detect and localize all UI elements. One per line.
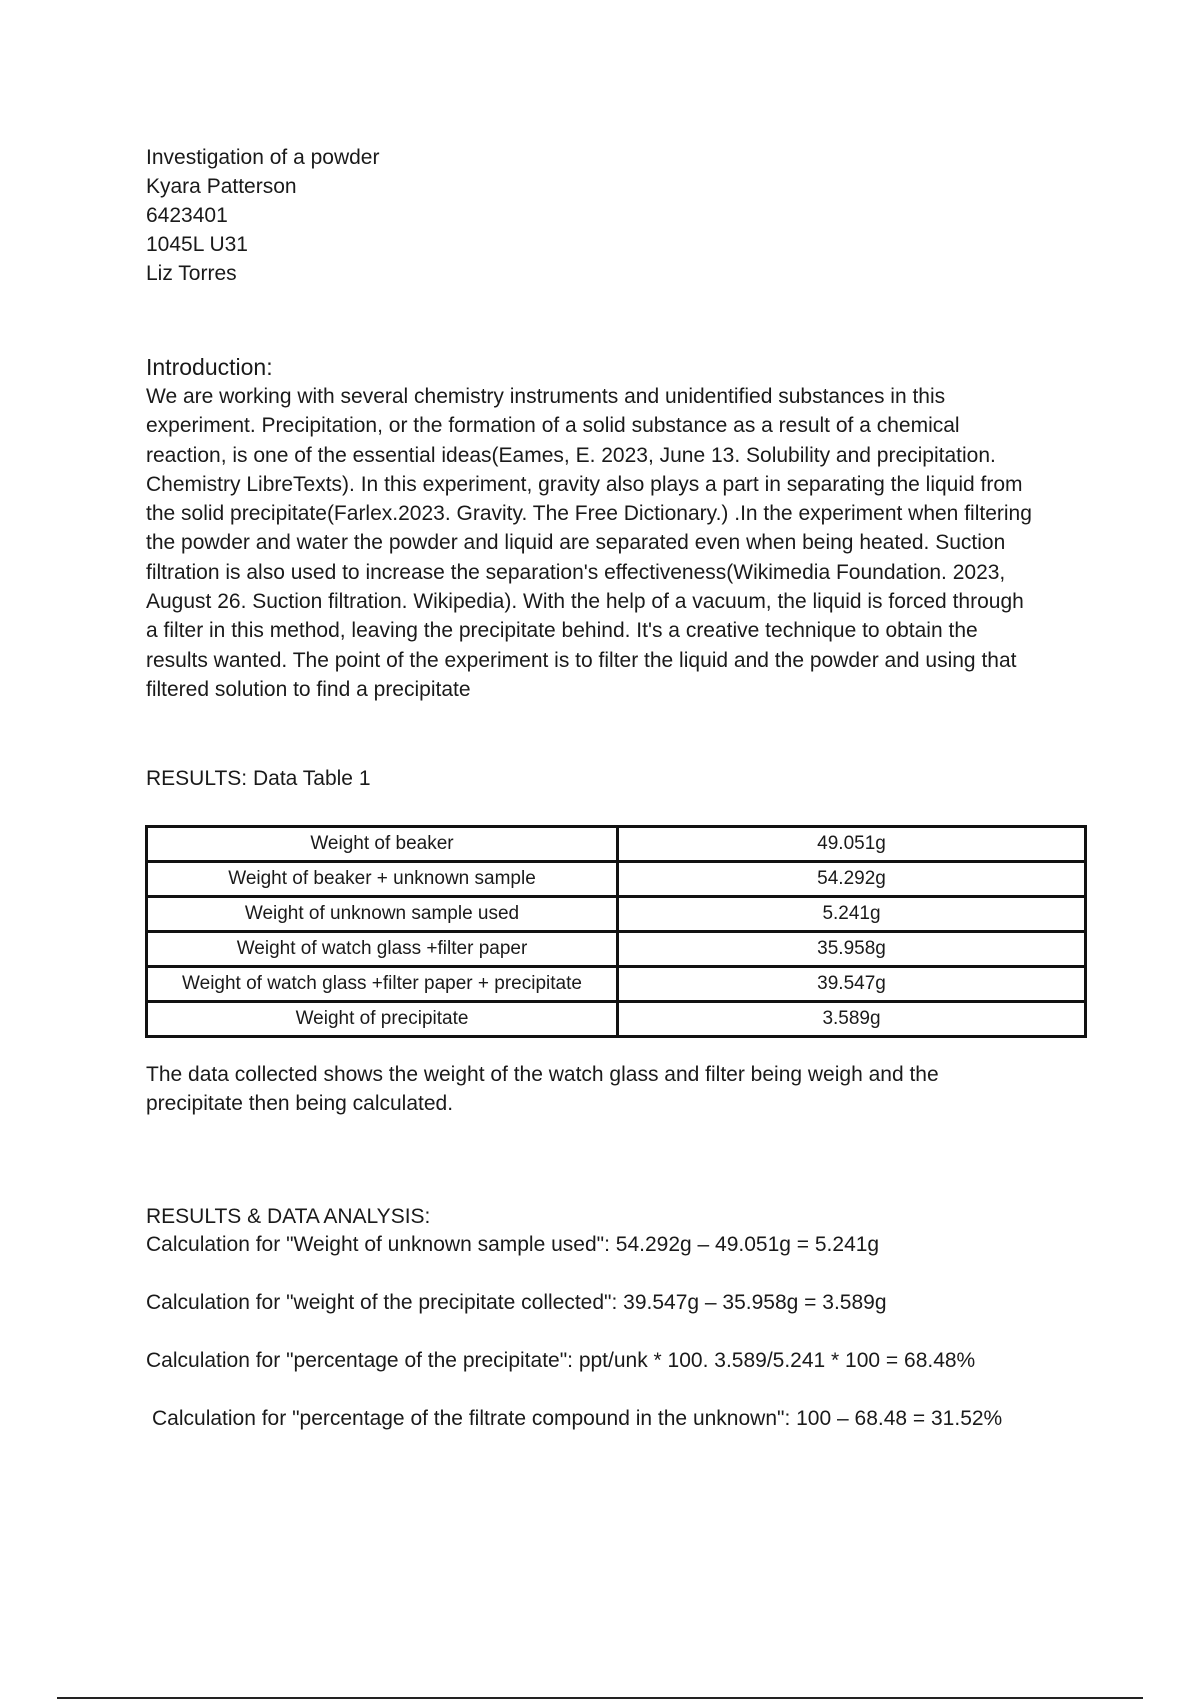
- report-title: Investigation of a powder: [146, 146, 380, 169]
- page-bottom-rule: [57, 1697, 1143, 1699]
- intro-line: experiment. Precipitation, or the formation of a solid substance as a result of a chemical: [146, 414, 960, 438]
- calc-filtrate-percentage: Calculation for "percentage of the filtrate compound in the unknown": 100 – 68.48 = 31.52%: [152, 1407, 1003, 1430]
- table-cell-value: 39.547g: [618, 967, 1086, 1002]
- table-cell-value: 49.051g: [618, 827, 1086, 862]
- table-cell-label: Weight of watch glass +filter paper: [147, 932, 618, 967]
- results-table-label: RESULTS: Data Table 1: [146, 767, 371, 790]
- instructor-name: Liz Torres: [146, 262, 237, 285]
- table-cell-value: 54.292g: [618, 862, 1086, 897]
- analysis-section: [146, 1203, 1106, 1433]
- table-row: [147, 862, 1086, 897]
- data-table: [145, 825, 1087, 1038]
- intro-line: Chemistry LibreTexts). In this experiment, gravity also plays a part in separating the liquid from: [146, 472, 1023, 496]
- author-name: Kyara Patterson: [146, 175, 297, 198]
- table-cell-label: Weight of precipitate: [147, 1002, 618, 1037]
- intro-line: a filter in this method, leaving the precipitate behind. It's a creative technique to obtain the: [146, 619, 978, 643]
- table-cell-value: 3.589g: [618, 1002, 1086, 1037]
- table-cell-label: Weight of beaker: [147, 827, 618, 862]
- intro-line: We are working with several chemistry instruments and unidentified substances in this: [146, 385, 946, 408]
- intro-line: reaction, is one of the essential ideas(Eames, E. 2023, June 13. Solubility and precipitation.: [146, 443, 996, 467]
- table-note: [146, 1060, 1086, 1118]
- table-row: [147, 932, 1086, 967]
- table-note-line: precipitate then being calculated.: [146, 1092, 454, 1115]
- table-row: [147, 967, 1086, 1002]
- introduction-section: [146, 352, 1086, 704]
- table-cell-value: 5.241g: [618, 897, 1086, 932]
- intro-line: August 26. Suction filtration. Wikipedia). With the help of a vacuum, the liquid is forced through: [146, 590, 1024, 614]
- analysis-heading: RESULTS & DATA ANALYSIS:: [146, 1205, 431, 1228]
- table-cell-label: Weight of beaker + unknown sample: [147, 862, 618, 897]
- introduction-heading: Introduction:: [146, 354, 273, 380]
- table-cell-label: Weight of unknown sample used: [147, 897, 618, 932]
- student-id: 6423401: [146, 204, 228, 227]
- table-cell-value: 35.958g: [618, 932, 1086, 967]
- table-note-line: The data collected shows the weight of the watch glass and filter being weigh and the: [146, 1063, 939, 1086]
- intro-line: the solid precipitate(Farlex.2023. Gravity. The Free Dictionary.) .In the experiment when filtering: [146, 502, 1032, 526]
- table-row: [147, 897, 1086, 932]
- calc-sample-weight: Calculation for "Weight of unknown sample used": 54.292g – 49.051g = 5.241g: [146, 1233, 880, 1256]
- calc-precipitate-weight: Calculation for "weight of the precipitate collected": 39.547g – 35.958g = 3.589g: [146, 1291, 887, 1314]
- intro-line: results wanted. The point of the experiment is to filter the liquid and the powder and using that: [146, 648, 1017, 672]
- calc-precipitate-percentage: Calculation for "percentage of the precipitate": ppt/unk * 100. 3.589/5.241 * 100 = 68.48%: [146, 1349, 976, 1372]
- course-section: 1045L U31: [146, 233, 248, 256]
- header-block: [146, 143, 1086, 288]
- table-cell-label: Weight of watch glass +filter paper + precipitate: [147, 967, 618, 1002]
- intro-line: filtration is also used to increase the separation's effectiveness(Wikimedia Foundation. 2023,: [146, 560, 1006, 584]
- intro-line: the powder and water the powder and liquid are separated even when being heated. Suction: [146, 531, 1006, 555]
- table-row: [147, 827, 1086, 862]
- table-row: [147, 1002, 1086, 1037]
- intro-line: filtered solution to find a precipitate: [146, 677, 471, 701]
